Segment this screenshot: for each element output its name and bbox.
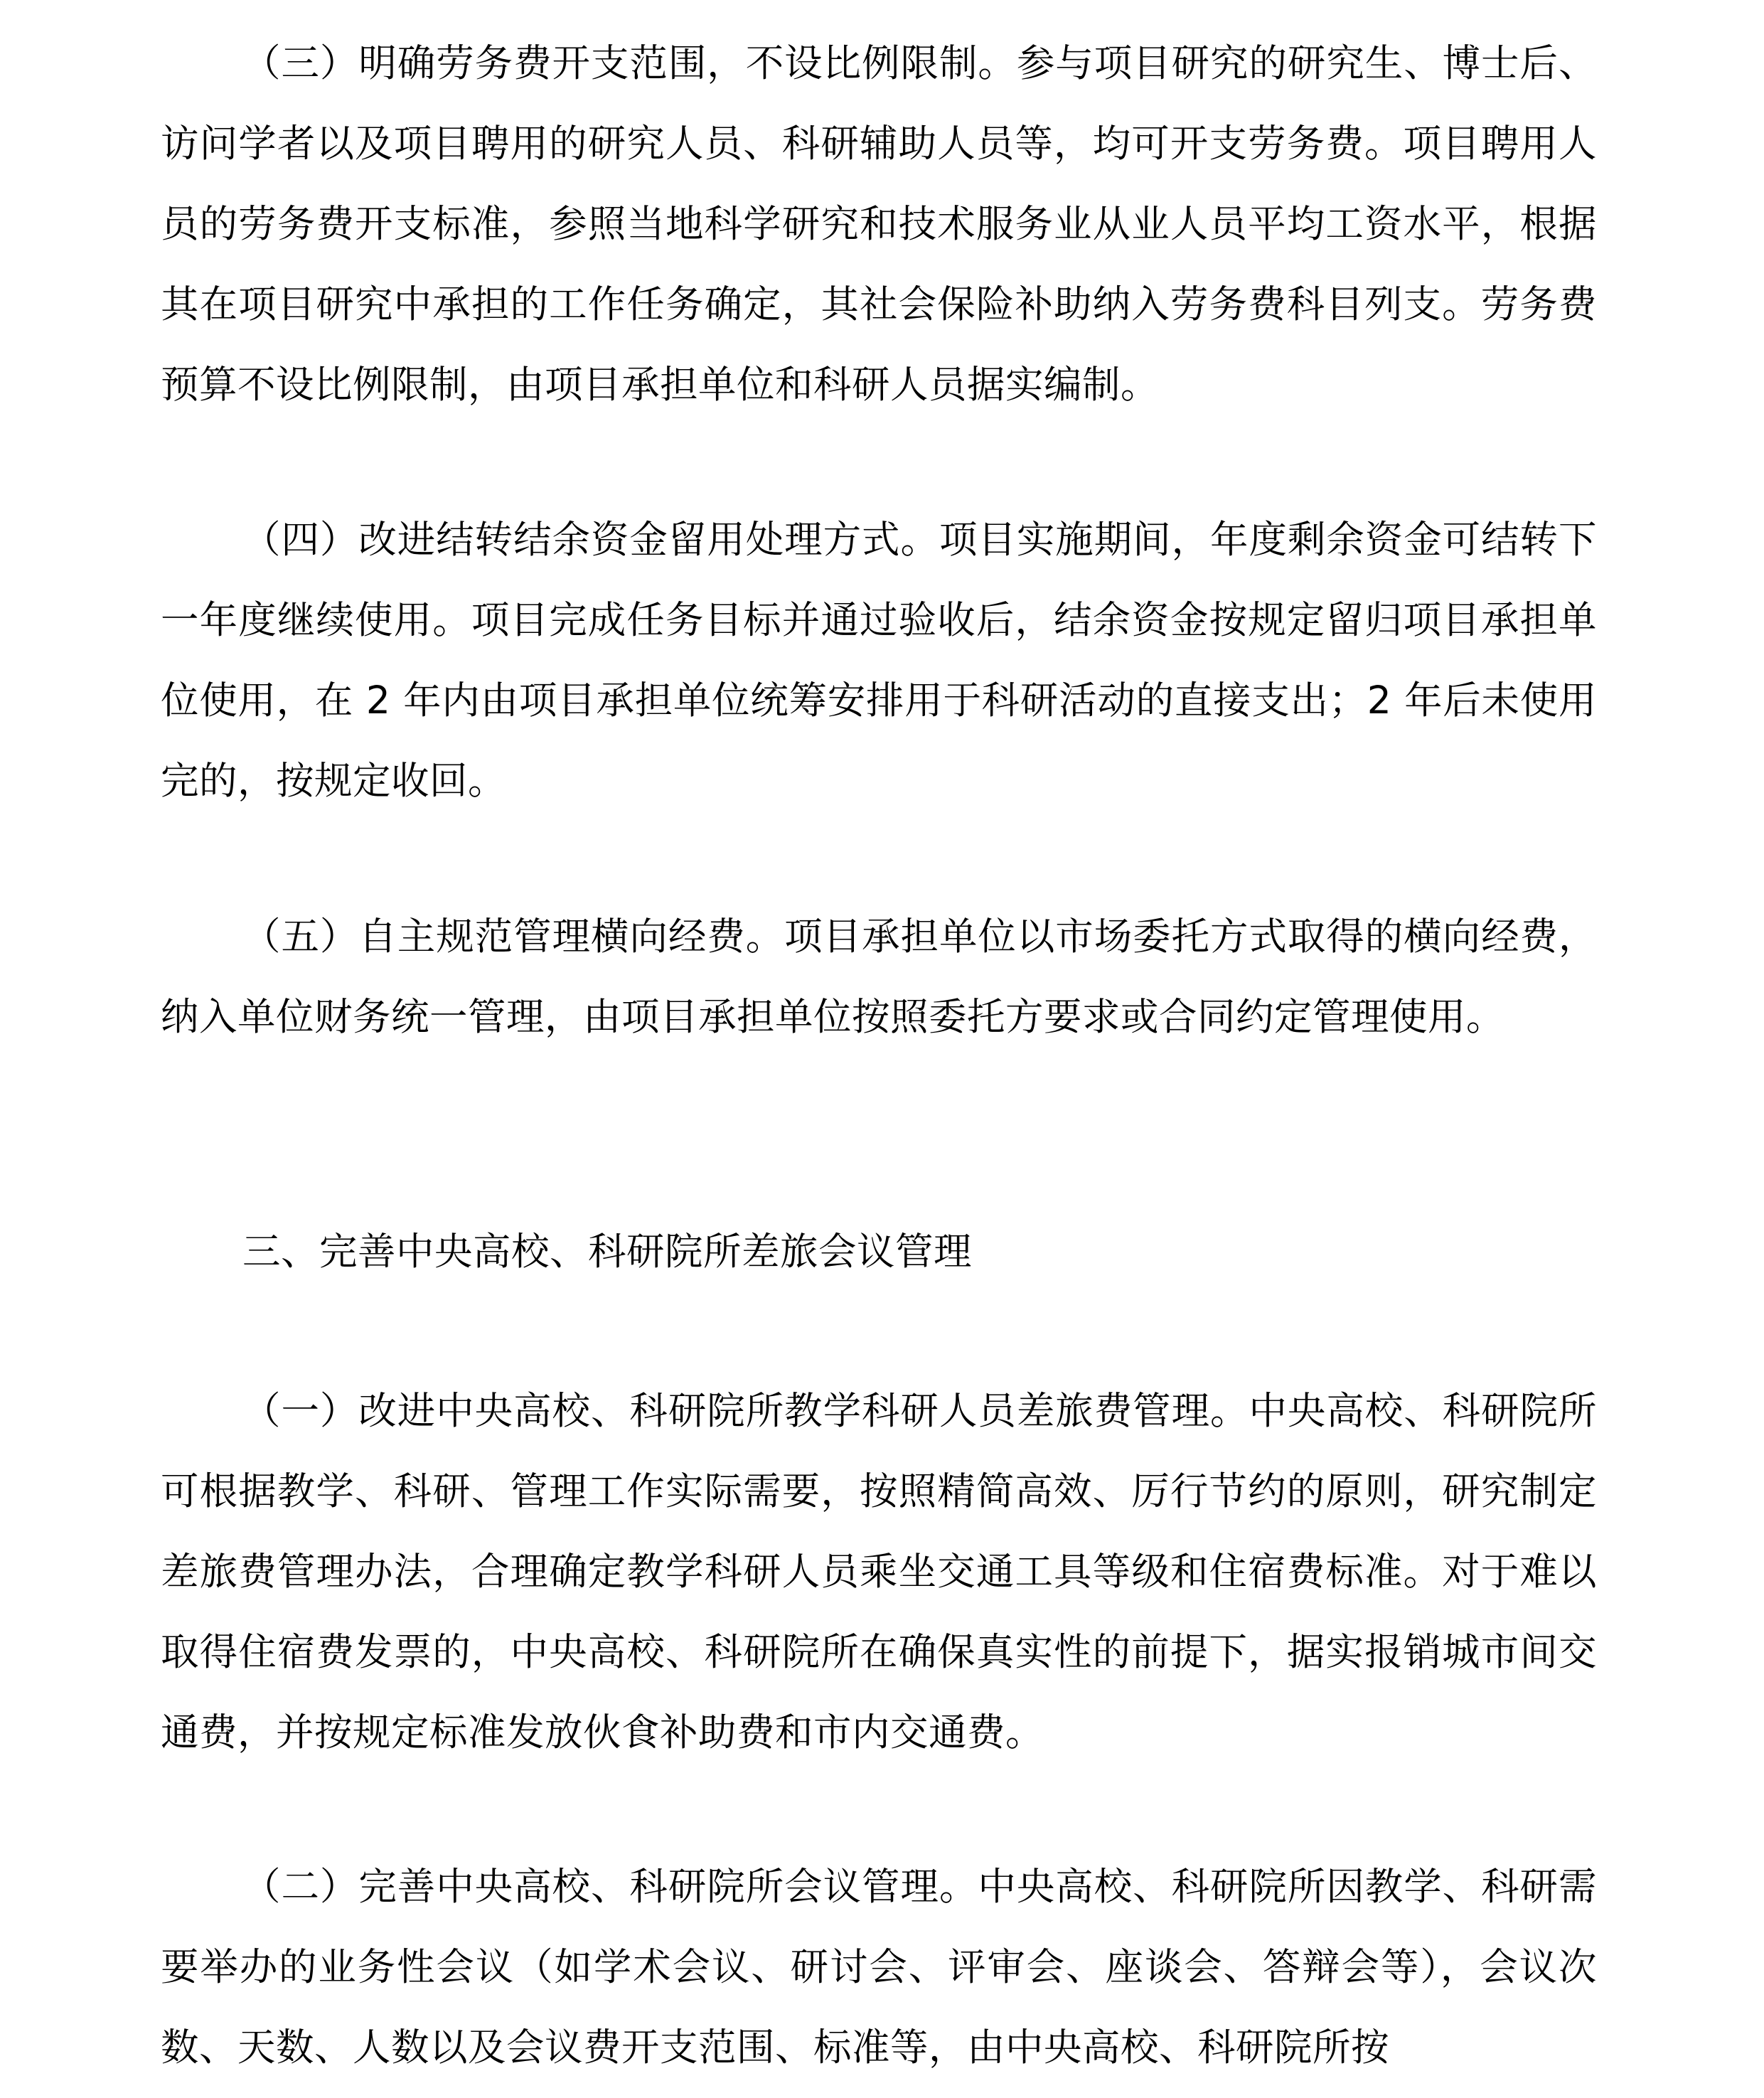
paragraph-labor-fee: （三）明确劳务费开支范围，不设比例限制。参与项目研究的研究生、博士后、访问学者以及项目聘用的研究人员、科研辅助人员等，均可开支劳务费。项目聘用人员的劳务费开支标准，参照当地科学研究和技术服务业从业人员平均工资水平，根据其在项目研究中承担的工作任务确定，其社会保险补助纳入劳务费科目列支。劳务费预算不设比例限制，由项目承担单位和科研人员据实编制。: [161, 41, 1597, 407]
paragraph-travel-expenses: （一）改进中央高校、科研院所教学科研人员差旅费管理。中央高校、科研院所可根据教学、科研、管理工作实际需要，按照精简高效、厉行节约的原则，研究制定差旅费管理办法，合理确定教学科研人员乘坐交通工具等级和住宿费标准。对于难以取得住宿费发票的，中央高校、科研院所在确保真实性的前提下，据实报销城市间交通费，并按规定标准发放伙食补助费和市内交通费。: [161, 1388, 1597, 1754]
paragraph-meeting-management: （二）完善中央高校、科研院所会议管理。中央高校、科研院所因教学、科研需要举办的业务性会议（如学术会议、研讨会、评审会、座谈会、答辩会等），会议次数、天数、人数以及会议费开支范围、标准等，由中央高校、科研院所按: [161, 1864, 1597, 2070]
section-heading-travel-meetings: 三、完善中央高校、科研院所差旅会议管理: [242, 1229, 972, 1274]
paragraph-surplus-funds: （四）改进结转结余资金留用处理方式。项目实施期间，年度剩余资金可结转下一年度继续使用。项目完成任务目标并通过验收后，结余资金按规定留归项目承担单位使用，在 2 年内由项目承担单位统筹安排用于科研活动的直接支出；2 年后未使用完的，按规定收回。: [161, 517, 1597, 803]
paragraph-horizontal-funds: （五）自主规范管理横向经费。项目承担单位以市场委托方式取得的横向经费，纳入单位财务统一管理，由项目承担单位按照委托方要求或合同约定管理使用。: [161, 914, 1597, 1039]
